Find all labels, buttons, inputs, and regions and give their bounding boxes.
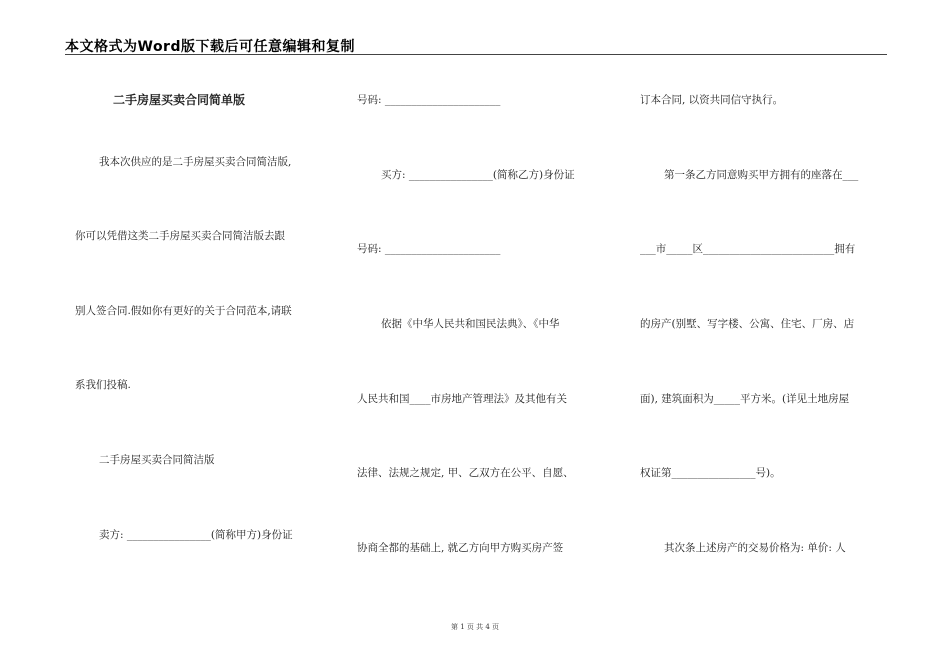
text-line: 二手房屋买卖合同简洁版 [99, 454, 215, 466]
text-line: 号码: ______________________ [357, 243, 501, 255]
text-line: 法律、法规之规定, 甲、乙双方在公平、自愿、 [357, 467, 574, 479]
text-line: 面), 建筑面积为_____平方米。(详见土地房屋 [640, 393, 850, 405]
text-line: 权证第________________号)。 [640, 467, 781, 479]
document-title: 二手房屋买卖合同简单版 [113, 93, 246, 107]
text-line: 我本次供应的是二手房屋买卖合同简洁版, [99, 156, 292, 168]
page-number: 第 1 页 共 4 页 [450, 623, 500, 631]
text-line: 的房产(别墅、写字楼、公寓、住宅、厂房、店 [640, 318, 855, 330]
text-line: 第一条乙方同意购买甲方拥有的座落在___ [664, 169, 859, 181]
text-line: 人民共和国____市房地产管理法》及其他有关 [357, 393, 567, 405]
text-line: 买方: ________________(简称乙方)身份证 [381, 169, 575, 181]
text-line: 协商全都的基础上, 就乙方向甲方购买房产签 [357, 542, 564, 554]
text-line: 号码: ______________________ [357, 94, 501, 106]
text-line: 依据《中华人民共和国民法典》、《中华 [381, 318, 560, 330]
text-line: ___市_____区_________________________拥有 [640, 243, 856, 255]
text-line: 订本合同, 以资共同信守执行。 [640, 94, 784, 106]
text-line: 你可以凭借这类二手房屋买卖合同简洁版去跟 [75, 230, 285, 242]
text-line: 卖方: ________________(简称甲方)身份证 [99, 529, 293, 541]
text-line: 别人签合同.假如你有更好的关于合同范本,请联 [75, 305, 292, 317]
text-line: 系我们投稿. [75, 379, 131, 391]
document-header: 本文格式为Word版下载后可任意编辑和复制 [65, 39, 355, 55]
header-divider [65, 54, 887, 55]
text-line: 其次条上述房产的交易价格为: 单价: 人 [664, 542, 846, 554]
